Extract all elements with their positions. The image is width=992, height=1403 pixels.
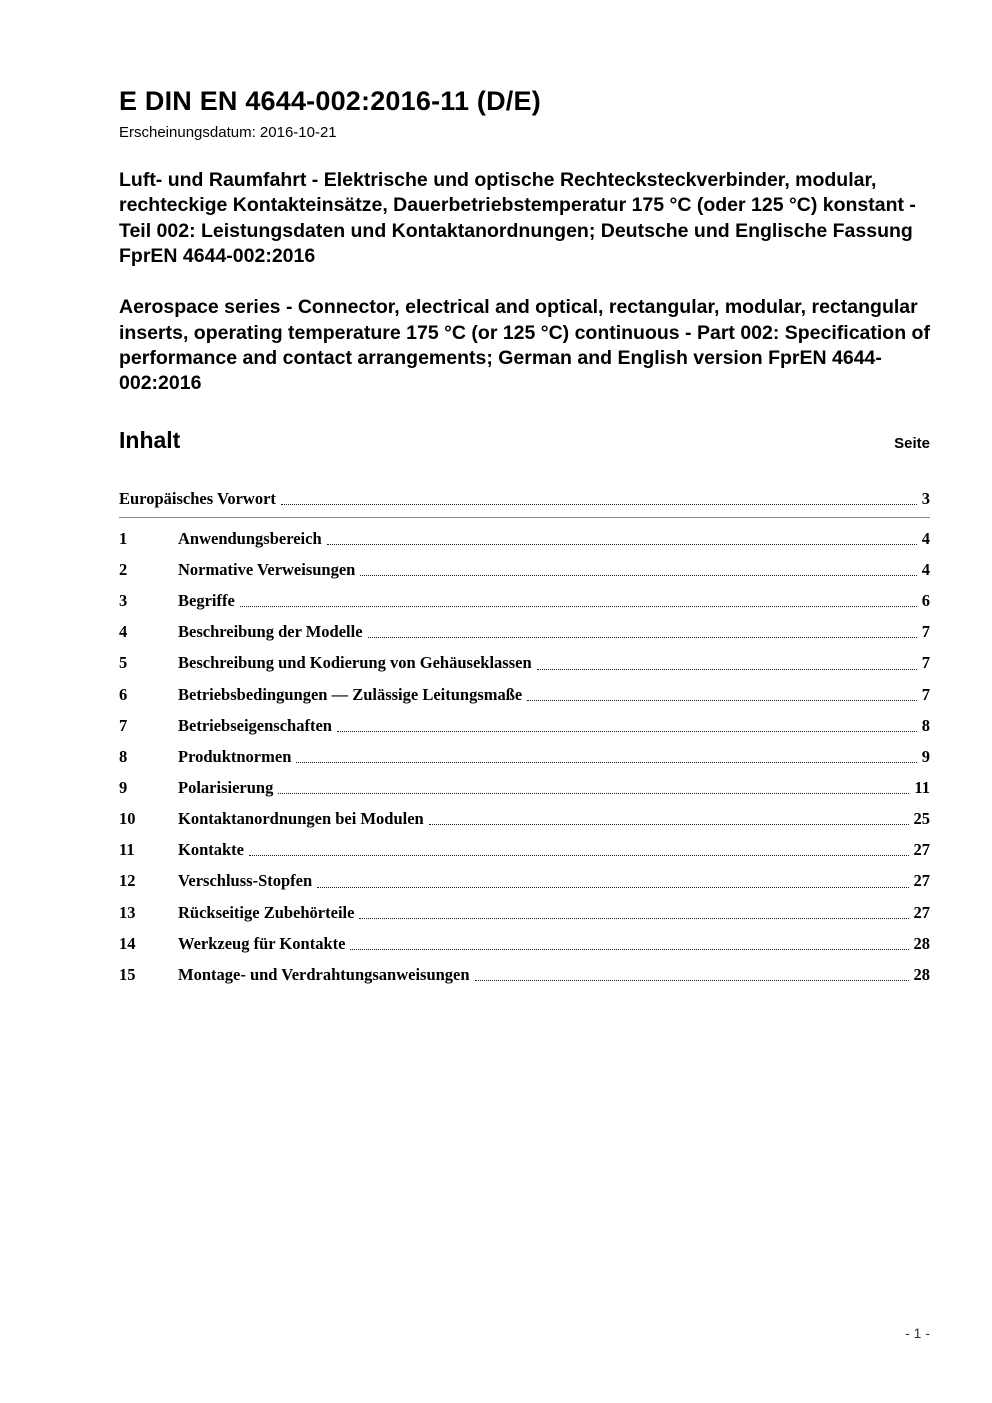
toc-entry (119, 966, 930, 984)
toc-dot-leader (368, 637, 917, 638)
toc-entry (119, 561, 930, 579)
toc-entry-number: 6 (119, 684, 128, 704)
toc-entry-title: Kontaktanordnungen bei Modulen (178, 809, 424, 829)
toc-dot-leader (350, 949, 908, 950)
toc-entry-page: 7 (921, 684, 930, 704)
toc-entry (119, 904, 930, 922)
toc-entry-page: 27 (913, 871, 930, 891)
toc-entry-title: Europäisches Vorwort (119, 488, 276, 508)
toc-entry-page: 25 (913, 809, 930, 829)
publish-date: Erscheinungsdatum: 2016-10-21 (119, 124, 337, 141)
toc-entry-number: 3 (119, 591, 128, 611)
toc-entry-title: Rückseitige Zubehörteile (178, 902, 355, 922)
toc-entry-number: 14 (119, 933, 136, 953)
toc-entry-number: 7 (119, 715, 128, 735)
toc-entry-title: Beschreibung der Modelle (178, 622, 363, 642)
toc-page-label: Seite (894, 434, 930, 452)
toc-entry (119, 654, 930, 672)
toc-entry (119, 686, 930, 704)
page-title: E DIN EN 4644-002:2016-11 (D/E) (119, 86, 541, 116)
toc-dot-leader (475, 980, 909, 981)
toc-heading: Inhalt (119, 426, 181, 453)
toc-entry (119, 810, 930, 828)
toc-entry-page: 9 (921, 746, 930, 766)
toc-entry-page: 8 (921, 715, 930, 735)
toc-entry-title: Begriffe (178, 591, 235, 611)
toc-dot-leader (337, 731, 917, 732)
toc-entry (119, 841, 930, 859)
toc-entry-page: 7 (921, 653, 930, 673)
toc-entry-number: 9 (119, 778, 128, 798)
toc-entry-title: Werkzeug für Kontakte (178, 933, 346, 953)
toc-entry-page: 3 (921, 488, 930, 508)
toc-dot-leader (527, 700, 916, 701)
toc-entry (119, 717, 930, 735)
toc-entry-title: Montage- und Verdrahtungsanweisungen (178, 964, 470, 984)
toc-entry (119, 530, 930, 548)
toc-dot-leader (360, 575, 916, 576)
toc-entry-number: 4 (119, 622, 128, 642)
toc-entry-title: Beschreibung und Kodierung von Gehäuseklassen (178, 653, 532, 673)
toc-entry-page: 27 (913, 902, 930, 922)
toc-dot-leader (317, 887, 908, 888)
toc-entry-number: 1 (119, 528, 128, 548)
toc-entry (119, 872, 930, 890)
toc-entry (119, 623, 930, 641)
toc-dot-leader (281, 504, 917, 505)
toc-header (119, 427, 930, 454)
toc-entry-page: 11 (914, 778, 930, 798)
toc-entry (119, 935, 930, 953)
toc-dot-leader (240, 606, 917, 607)
toc-entry (119, 748, 930, 766)
toc-entry-number: 2 (119, 560, 128, 580)
toc-dot-leader (429, 824, 909, 825)
toc-entry-page: 7 (921, 622, 930, 642)
toc-entry-number: 10 (119, 809, 136, 829)
toc-entry-page: 28 (913, 964, 930, 984)
toc-entry-number: 13 (119, 902, 136, 922)
toc-entry-number: 11 (119, 840, 135, 860)
abstract-english: Aerospace series - Connector, electrical and optical, rectangular, modular, rectangular inserts, operating temperature 175 °C (or 125 °C) continuous - Part 002: Specification of performance and contact arrangements; German and English version FprEN 4644-002:2016 (119, 296, 930, 395)
toc-entry-number: 12 (119, 871, 136, 891)
toc-entry-page: 27 (913, 840, 930, 860)
footer-page-number: - 1 - (905, 1325, 930, 1341)
abstract-german: Luft- und Raumfahrt - Elektrische und optische Rechtecksteckverbinder, modular, rechteckige Kontakteinsätze, Dauerbetriebstemperatur 175 °C (oder 125 °C) konstant - Teil 002: Leistungsdaten und Kontaktanordnungen; Deutsche und Englische Fassung FprEN 4644-002:2016 (119, 169, 916, 268)
toc-entry-title: Kontakte (178, 840, 244, 860)
toc-entry-page: 6 (921, 591, 930, 611)
toc-entry-page: 28 (913, 933, 930, 953)
toc-dot-leader (296, 762, 916, 763)
toc-dot-leader (249, 855, 909, 856)
toc-entry-title: Normative Verweisungen (178, 560, 356, 580)
toc-entry-number: 5 (119, 653, 128, 673)
toc-entry-title: Betriebseigenschaften (178, 715, 332, 735)
toc-list (119, 490, 930, 984)
toc-entry (119, 490, 930, 518)
toc-entry-title: Produktnormen (178, 746, 292, 766)
toc-entry-title: Betriebsbedingungen — Zulässige Leitungsmaße (178, 684, 523, 704)
toc-entry-title: Polarisierung (178, 778, 274, 798)
toc-entry-page: 4 (921, 528, 930, 548)
toc-entry-title: Anwendungsbereich (178, 528, 322, 548)
toc-dot-leader (359, 918, 908, 919)
toc-entry-title: Verschluss-Stopfen (178, 871, 313, 891)
toc-dot-leader (278, 793, 909, 794)
toc-entry (119, 592, 930, 610)
toc-dot-leader (537, 669, 917, 670)
toc-entry-page: 4 (921, 560, 930, 580)
toc-entry (119, 779, 930, 797)
toc-entry-number: 15 (119, 964, 136, 984)
toc-entry-number: 8 (119, 746, 128, 766)
toc-dot-leader (327, 544, 917, 545)
